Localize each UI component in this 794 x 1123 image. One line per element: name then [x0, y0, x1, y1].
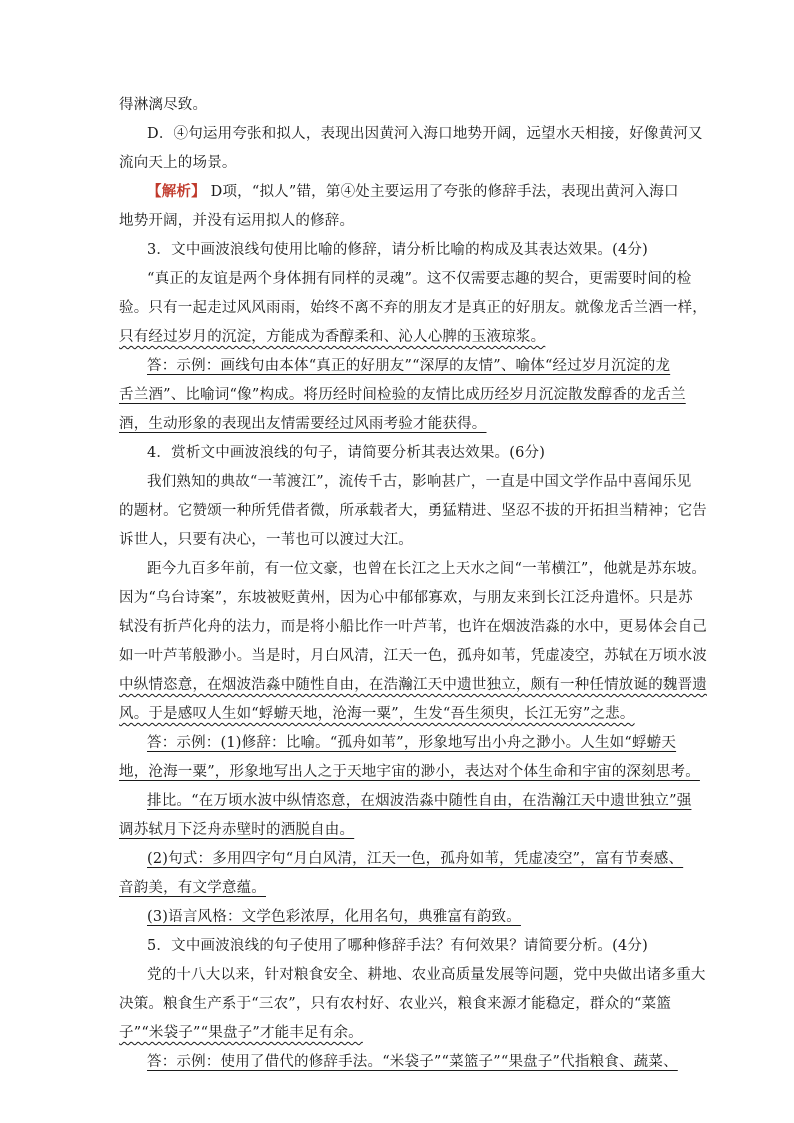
answer-line: 答：示例：使用了借代的修辞手法。“米袋子”“菜篮子”“果盘子”代指粮食、蔬菜、 [147, 1054, 678, 1070]
passage-line: 党的十八大以来，针对粮食安全、耕地、农业高质量发展等问题，党中央做出诸多重大 [147, 967, 706, 983]
question-3: 3．文中画波浪线句使用比喻的修辞，请分析比喻的构成及其表达效果。(4分) [147, 242, 648, 258]
answer-line: 答：示例：(1)修辞：比喻。“孤舟如苇”，形象地写出小舟之渺小。人生如“蜉蝣天 [147, 735, 677, 751]
question-4: 4．赏析文中画波浪线的句子，请简要分析其表达效果。(6分) [147, 445, 546, 461]
question-5: 5．文中画波浪线的句子使用了哪种修辞手法？有何效果？请简要分析。(4分) [147, 938, 648, 954]
passage-line: 因为“乌台诗案”，东坡被贬黄州，因为心中郁郁寡欢，与朋友来到长江泛舟遣怀。只是苏 [119, 590, 693, 606]
passage-line: 轼没有折芦化舟的法力，而是将小船比作一叶芦苇，也许在烟波浩淼的水中，更易体会自己 [119, 619, 707, 635]
passage-line: 距今九百多年前，有一位文豪，也曾在长江之上天水之间“一苇横江”，他就是苏东坡。 [147, 561, 707, 577]
answer-line: 调苏轼月下泛舟赤壁时的洒脱自由。 [119, 822, 355, 838]
answer-line: 音韵美，有文学意蕴。 [119, 880, 266, 896]
answer-line: 答：示例：画线句由本体“真正的好朋友”“深厚的友情”、喻体“经过岁月沉淀的龙 [147, 358, 671, 374]
passage-line: 我们熟知的典故“一苇渡江”，流传千古，影响甚广，一直是中国文学作品中喜闻乐见 [147, 474, 692, 490]
analysis-line: 【解析】 D项，“拟人”错，第④处主要运用了夸张的修辞手法，表现出黄河入海口 [147, 183, 679, 200]
passage-line: “真正的友谊是两个身体拥有同样的灵魂”。这不仅需要志趣的契合，更需要时间的检 [147, 271, 692, 287]
answer-line: (3)语言风格：文学色彩浓厚，化用名句，典雅富有韵致。 [147, 909, 521, 925]
answer-line: (2)句式：多用四字句“月白风清，江天一色，孤舟如苇，凭虚凌空”，富有节奏感、 [147, 851, 684, 867]
answer-line: 排比。“在万顷水波中纵情恣意，在烟波浩淼中随性自由，在浩瀚江天中遗世独立”强 [147, 793, 692, 809]
text-line: 得淋漓尽致。 [119, 97, 208, 113]
answer-line: 地，沧海一粟”，形象地写出人之于天地宇宙的渺小，表达对个体生命和宇宙的深刻思考。 [119, 764, 700, 780]
text-line: 流向天上的场景。 [119, 155, 237, 171]
passage-line: 决策。粮食生产系于“三农”，只有农村好、农业兴，粮食来源才能稳定，群众的“菜篮 [119, 996, 672, 1012]
text-line: 地势开阔，并没有运用拟人的修辞。 [119, 213, 355, 229]
passage-line-wavy: 风。于是感叹人生如“蜉蝣天地，沧海一粟”，生发“吾生须臾，长江无穷”之悲。 [119, 706, 635, 722]
passage-line-wavy: 中纵情恣意，在烟波浩淼中随性自由，在浩瀚江天中遗世独立，颇有一种任情放诞的魏晋遗 [119, 677, 707, 693]
option-d: D．④句运用夸张和拟人，表现出因黄河入海口地势开阔，远望水天相接，好像黄河又 [147, 126, 703, 142]
passage-line: 验。只有一起走过风风雨雨，始终不离不弃的朋友才是真正的好朋友。就像龙舌兰酒一样， [119, 300, 707, 316]
answer-line: 酒，生动形象的表现出友情需要经过风雨考验才能获得。 [119, 416, 487, 432]
passage-line: 的题材。它赞颂一种所凭借者微，所承载者大，勇猛精进、坚忍不拔的开拓担当精神；它告 [119, 503, 707, 519]
passage-line-wavy: 子”“米袋子”“果盘子”才能丰足有余。 [119, 1025, 363, 1041]
passage-line: 如一叶芦苇般渺小。当是时，月白风清，江天一色，孤舟如苇，凭虚凌空，苏轼在万顷水波 [119, 648, 707, 664]
passage-line-wavy: 只有经过岁月的沉淀，方能成为香醇柔和、沁人心脾的玉液琼浆。 [119, 329, 546, 345]
answer-line: 舌兰酒”、比喻词“像”构成。将历经时间检验的友情比成历经岁月沉淀散发醇香的龙舌兰 [119, 387, 686, 403]
passage-line: 诉世人，只要有决心，一苇也可以渡过大江。 [119, 532, 413, 548]
analysis-tag: 【解析】 [147, 183, 206, 200]
